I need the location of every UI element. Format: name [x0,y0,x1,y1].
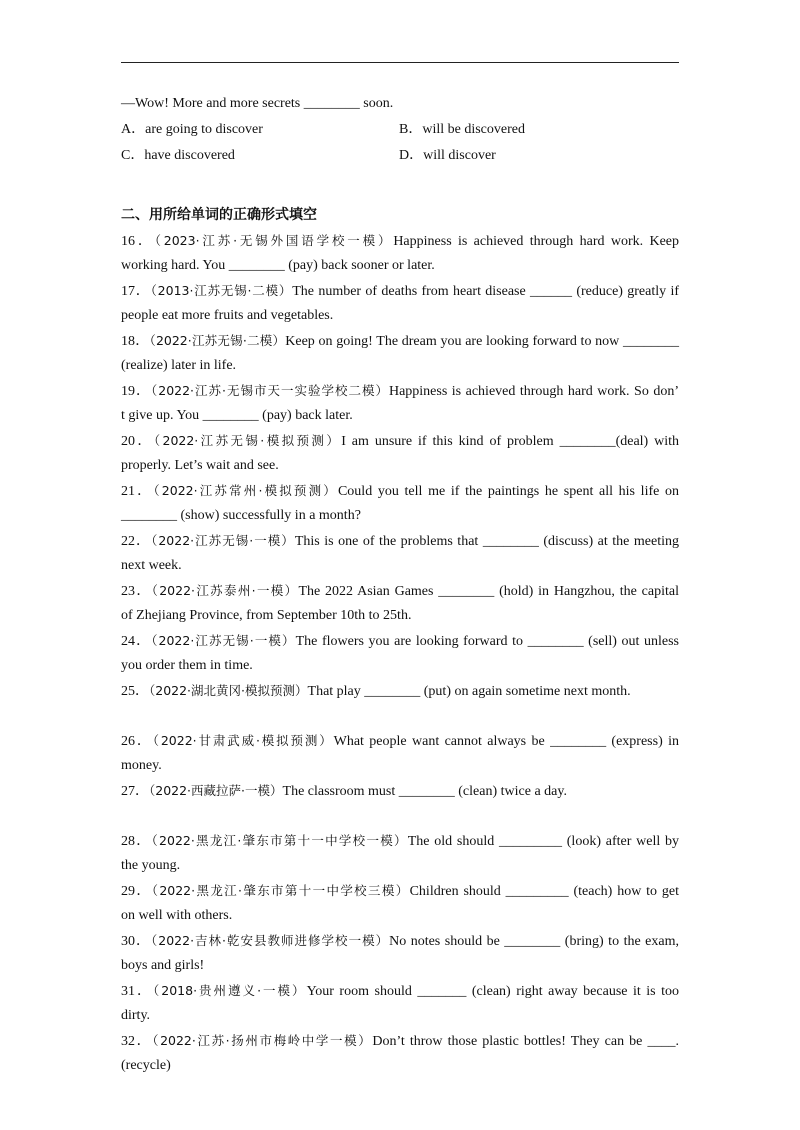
question-line [121,782,679,801]
question-number: 25． [121,684,149,699]
question-text: Don’t throw those plastic bottles! They can be ____. [372,1034,679,1049]
question-continuation: money. [121,758,162,773]
question-continuation: of Zhejiang Province, from September 10th to 25th. [121,608,412,623]
question-line [121,232,679,251]
question-text: The old should _________ (look) after well by [407,834,680,849]
question-line [121,832,679,851]
question-source: （2018·贵州遵义·一模） [153,983,307,998]
question-source: （2022·江苏无锡·一模） [151,533,295,548]
question-number: 18． [121,334,150,349]
question-text: The flowers you are looking forward to ________ (sell) out unless [295,634,679,649]
question-source: （2022·江苏无锡·模拟预测） [153,433,342,448]
question-source: （2022·吉林·乾安县教师进修学校一模） [151,933,390,948]
question-line [121,482,679,501]
question-text: Happiness is achieved through hard work. So don’ [388,384,680,399]
question-line [121,332,679,351]
question-continuation: ________ (show) successfully in a month? [121,508,361,523]
question-line [121,432,679,451]
question-source: （2022·湖北黄冈·模拟预测） [149,683,308,698]
question-source: （2022·江苏·扬州市梅岭中学一模） [152,1033,373,1048]
question-source: （2022·江苏无锡·二模） [149,333,286,348]
question-text: Your room should _______ (clean) right away because it is too [306,984,680,999]
question-source: （2022·江苏·无锡市天一实验学校二模） [151,383,389,398]
question-source: （2022·西藏拉萨·一模） [149,783,283,798]
question-line [121,882,679,901]
question-number: 20． [121,434,154,449]
question-number: 16． [121,234,155,249]
question-line [121,382,679,401]
question-continuation: (recycle) [121,1058,171,1073]
question-text: Could you tell me if the paintings he spent all his life on [337,484,680,499]
question-text: What people want cannot always be ________ (express) in [333,734,679,749]
question-line [121,732,679,751]
question-line [121,582,679,601]
question-source: （2022·黑龙江·肇东市第十一中学校三模） [151,883,410,898]
question-source: （2022·江苏常州·模拟预测） [153,483,338,498]
question-continuation: on well with others. [121,908,233,923]
question-number: 22． [121,534,152,549]
option-b: B．will be discovered [399,122,525,137]
question-line [121,532,679,551]
question-number: 19． [121,384,151,399]
question-text: The number of deaths from heart disease ______ (reduce) greatly if [292,284,679,299]
question-source: （2022·江苏泰州·一模） [151,583,299,598]
question-text: That play ________ (put) on again sometime next month. [307,684,631,699]
question-continuation: working hard. You ________ (pay) back sooner or later. [121,258,435,273]
question-number: 26． [121,734,153,749]
question-continuation: boys and girls! [121,958,205,973]
question-number: 23． [121,584,152,599]
question-continuation: people eat more fruits and vegetables. [121,308,334,323]
question-text: The classroom must ________ (clean) twice a day. [282,784,567,799]
question-number: 28． [121,834,152,849]
question-number: 29． [121,884,152,899]
question-text: The 2022 Asian Games ________ (hold) in Hangzhou, the capital [298,584,679,599]
option-c: C．have discovered [121,148,235,163]
question-number: 30． [121,934,152,949]
question-text: No notes should be ________ (bring) to the exam, [389,934,680,949]
question-continuation: you order them in time. [121,658,253,673]
question-text: This is one of the problems that ________ (discuss) at the meeting [294,534,680,549]
question-line [121,632,679,651]
question-number: 17． [121,284,151,299]
question-number: 24． [121,634,152,649]
option-d: D．will discover [399,148,496,163]
question-continuation: t give up. You ________ (pay) back later. [121,408,353,423]
question-source: （2022·甘肃武威·模拟预测） [152,733,334,748]
question-source: （2022·黑龙江·肇东市第十一中学校一模） [151,833,408,848]
question-continuation: the young. [121,858,181,873]
question-number: 21． [121,484,154,499]
header-rule [121,62,679,63]
question-line [121,682,679,701]
question-text: Keep on going! The dream you are looking forward to now ________ [285,334,680,349]
question-line [121,282,679,301]
question-number: 31． [121,984,154,999]
question-line [121,932,679,951]
question-text: I am unsure if this kind of problem ________(deal) with [341,434,680,449]
question-source: （2022·江苏无锡·一模） [151,633,296,648]
question-continuation: dirty. [121,1008,151,1023]
question-text: Happiness is achieved through hard work. Keep [393,234,680,249]
question-continuation: properly. Let’s wait and see. [121,458,279,473]
question-source: （2013·江苏无锡·二模） [150,283,293,298]
question-text: Children should _________ (teach) how to get [409,884,680,899]
question-stem: —Wow! More and more secrets ________ soon. [121,96,394,111]
question-number: 32． [121,1034,153,1049]
question-continuation: next week. [121,558,182,573]
question-continuation: (realize) later in life. [121,358,237,373]
section-heading: 二、用所给单词的正确形式填空 [121,207,317,223]
option-a: A．are going to discover [121,122,263,137]
question-line [121,982,679,1001]
question-source: （2023·江苏·无锡外国语学校一模） [154,233,394,248]
question-number: 27． [121,784,149,799]
question-line [121,1032,679,1051]
